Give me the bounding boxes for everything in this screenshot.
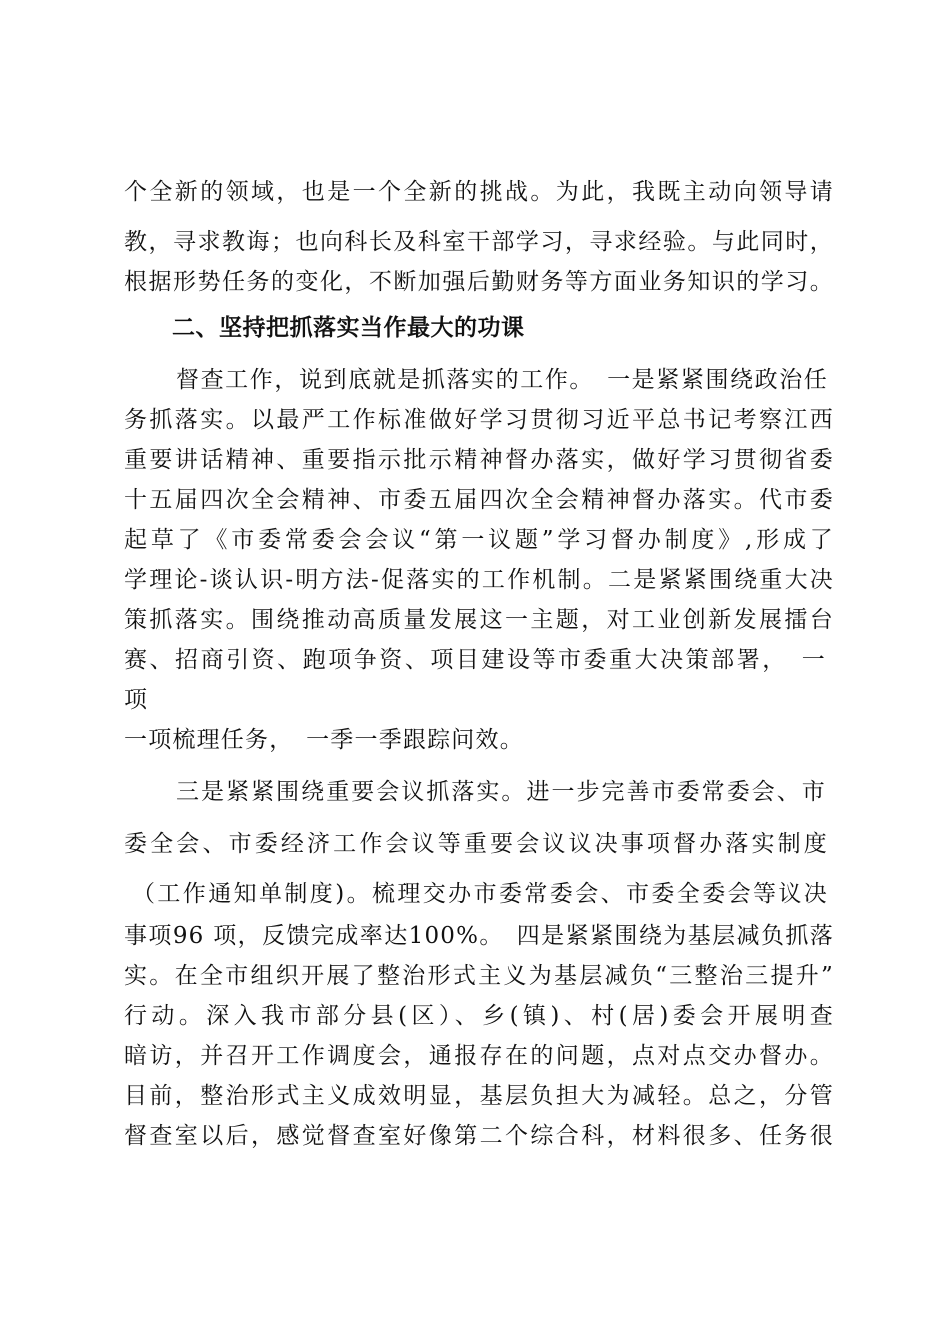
paragraph-line: 一项梳理任务， 一季一季跟踪问效。 [124,727,524,753]
paragraph-line: 督查工作，说到底就是抓落实的工作。 一是紧紧围绕政治任 [176,367,828,393]
paragraph-line: 十五届四次全会精神、市委五届四次全会精神督办落实。代市委 [124,487,834,513]
paragraph-line: 赛、招商引资、跑项争资、项目建设等市委重大决策部署， 一 [124,647,826,673]
paragraph-line: 行动。深入我市部分县(区）、乡(镇)、村(居)委会开展明查 [124,1003,834,1029]
paragraph-line: 委全会、市委经济工作会议等重要会议议决事项督办落实制度 [124,831,828,857]
section-heading: 二、坚持把抓落实当作最大的功课 [172,315,525,341]
paragraph-line: 项 [124,687,149,713]
paragraph-line: 事项96 项，反馈完成率达100%。 四是紧紧围绕为基层减负抓落 [124,923,834,949]
paragraph-line: 起草了《市委常委会会议“第一议题”学习督办制度》,形成了 [124,527,834,553]
paragraph-line: 务抓落实。以最严工作标准做好学习贯彻习近平总书记考察江西 [124,407,834,433]
paragraph-line: 目前，整治形式主义成效明显，基层负担大为减轻。总之，分管 [124,1083,834,1109]
paragraph-line: （工作通知单制度)。梳理交办市委常委会、市委全委会等议决 [132,881,828,907]
paragraph-line: 根据形势任务的变化，不断加强后勤财务等方面业务知识的学习。 [124,269,834,295]
paragraph-line: 督查室以后，感觉督查室好像第二个综合科，材料很多、任务很 [124,1123,834,1149]
paragraph-line: 暗访，并召开工作调度会，通报存在的问题，点对点交办督办。 [124,1043,834,1069]
paragraph-line: 三是紧紧围绕重要会议抓落实。进一步完善市委常委会、市 [176,779,826,805]
paragraph-line: 个全新的领域，也是一个全新的挑战。为此，我既主动向领导请 [124,179,834,205]
paragraph-line: 实。在全市组织开展了整治形式主义为基层减负“三整治三提升” [124,963,834,989]
paragraph-line: 策抓落实。围绕推动高质量发展这一主题，对工业创新发展擂台 [124,607,834,633]
paragraph-line: 教，寻求教诲；也向科长及科室干部学习，寻求经验。与此同时， [124,229,834,255]
paragraph-line: 学理论-谈认识-明方法-促落实的工作机制。二是紧紧围绕重大决 [124,567,834,593]
paragraph-line: 重要讲话精神、重要指示批示精神督办落实，做好学习贯彻省委 [124,447,834,473]
